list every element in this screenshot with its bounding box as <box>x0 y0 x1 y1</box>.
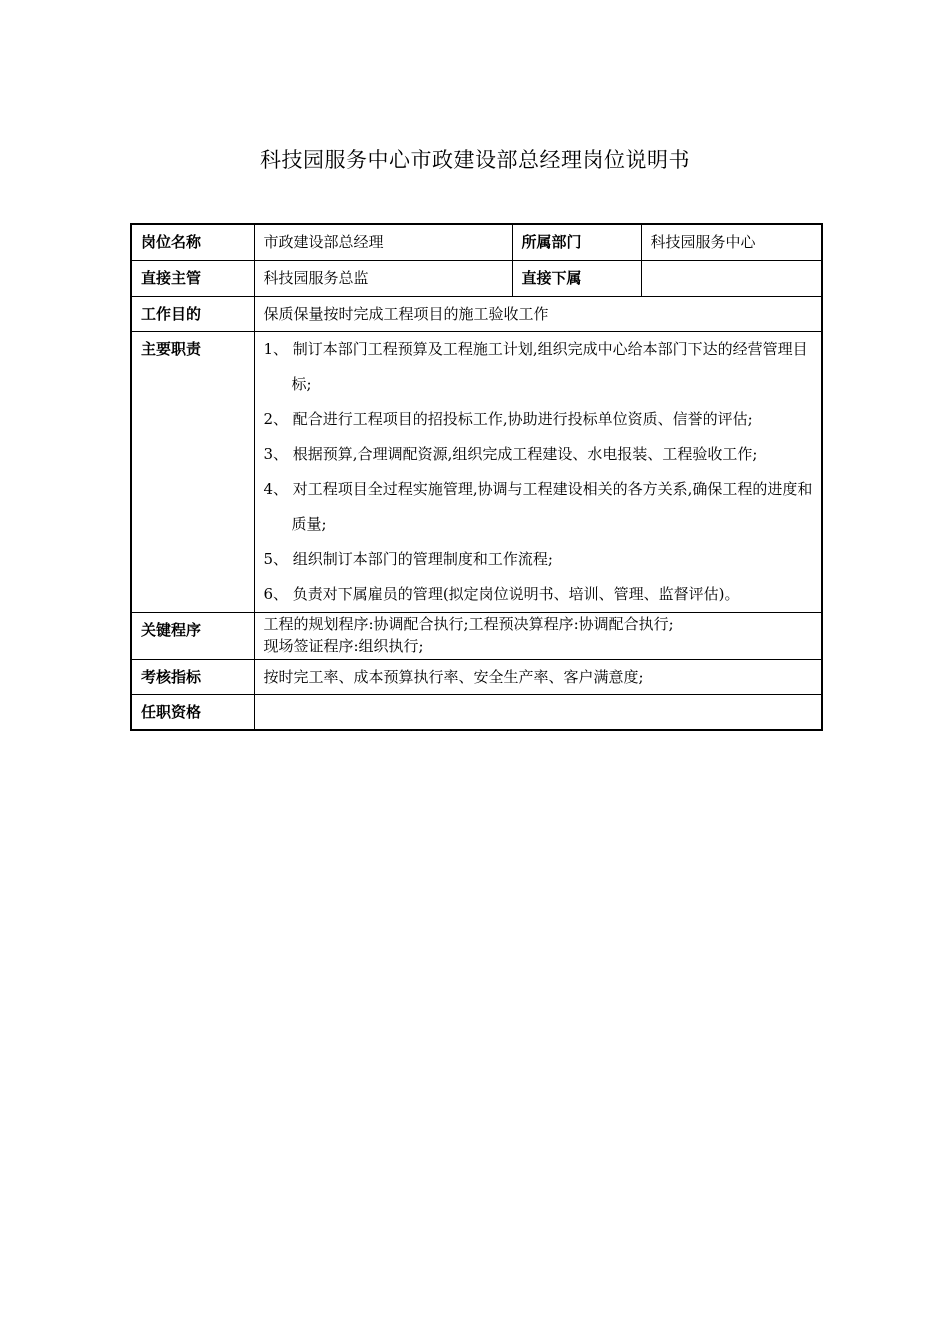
subordinate-label: 直接下属 <box>512 260 641 296</box>
table-row <box>131 612 822 659</box>
procedure-line: 现场签证程序:组织执行; <box>263 636 424 655</box>
table-row <box>131 260 822 296</box>
position-value: 市政建设部总经理 <box>254 224 512 260</box>
department-label: 所属部门 <box>512 224 641 260</box>
qualification-value <box>254 694 822 730</box>
list-item: 5、 组织制订本部门的管理制度和工作流程; <box>263 549 553 568</box>
list-item: 1、 制订本部门工程预算及工程施工计划,组织完成中心给本部门下达的经营管理目标; <box>263 339 808 393</box>
subordinate-value <box>641 260 822 296</box>
objective-label: 工作目的 <box>131 296 254 331</box>
list-item: 6、 负责对下属雇员的管理(拟定岗位说明书、培训、管理、监督评估)。 <box>263 584 740 603</box>
table-row <box>131 224 822 260</box>
procedure-line: 工程的规划程序:协调配合执行;工程预决算程序:协调配合执行; <box>263 614 674 633</box>
document-title: 科技园服务中心市政建设部总经理岗位说明书 <box>260 148 690 172</box>
supervisor-value: 科技园服务总监 <box>254 260 512 296</box>
kpi-value: 按时完工率、成本预算执行率、安全生产率、客户满意度; <box>254 659 822 694</box>
list-item: 2、 配合进行工程项目的招投标工作,协助进行投标单位资质、信誉的评估; <box>263 409 753 428</box>
table-row <box>131 331 822 612</box>
kpi-label: 考核指标 <box>131 659 254 694</box>
table-row <box>131 659 822 694</box>
duties-cell <box>254 331 822 612</box>
job-description-table <box>130 223 823 731</box>
list-item: 3、 根据预算,合理调配资源,组织完成工程建设、水电报装、工程验收工作; <box>263 444 758 463</box>
duties-list <box>264 332 814 612</box>
objective-value: 保质保量按时完成工程项目的施工验收工作 <box>254 296 822 331</box>
table-row <box>131 694 822 730</box>
list-item: 4、 对工程项目全过程实施管理,协调与工程建设相关的各方关系,确保工程的进度和质量; <box>263 479 813 533</box>
position-label: 岗位名称 <box>131 224 254 260</box>
table-row <box>131 296 822 331</box>
supervisor-label: 直接主管 <box>131 260 254 296</box>
procedures-cell <box>254 612 822 659</box>
qualification-label: 任职资格 <box>131 694 254 730</box>
duties-label: 主要职责 <box>131 331 254 612</box>
department-value: 科技园服务中心 <box>641 224 822 260</box>
procedures-label: 关键程序 <box>131 612 254 659</box>
